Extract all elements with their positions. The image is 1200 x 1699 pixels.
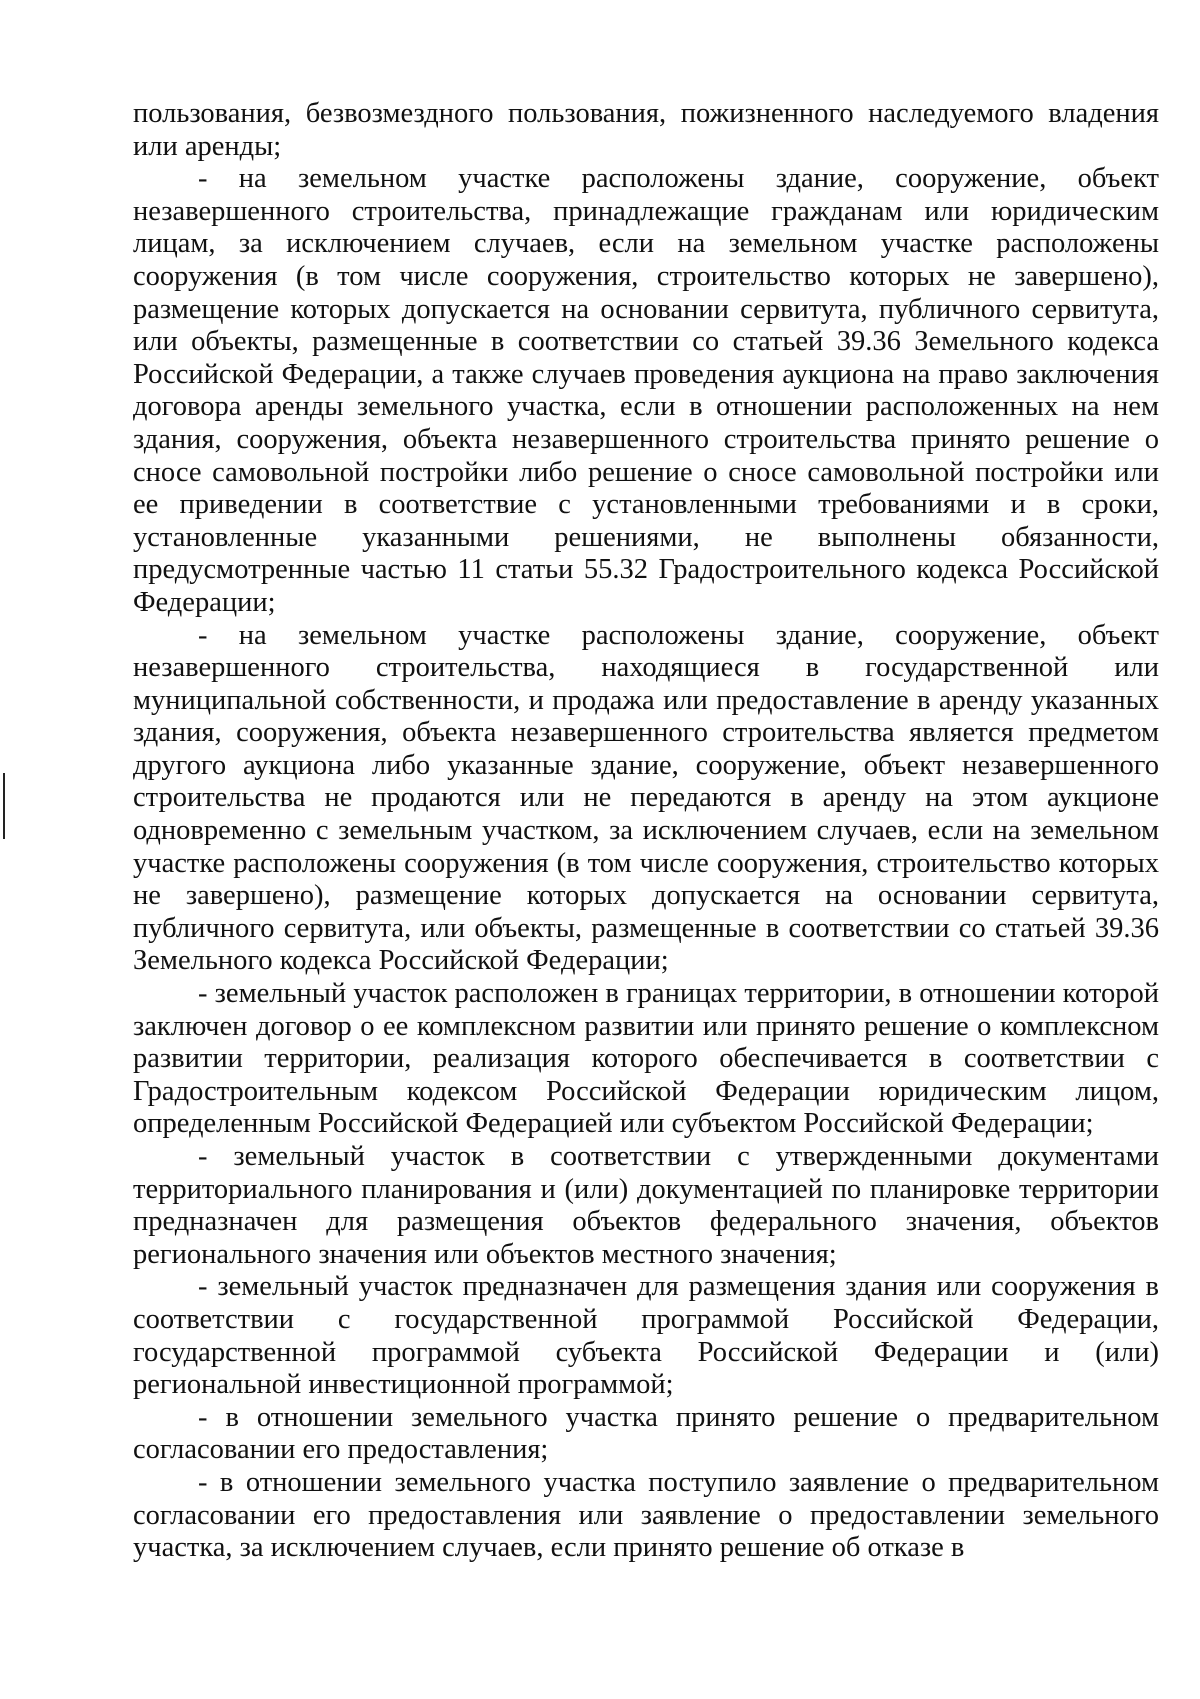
scan-edge-mark: [3, 773, 5, 839]
paragraph-planning-documents: - земельный участок в соответствии с утвержденными документами территориального планирования и (или) документацией по планировке территории предназначен для размещения объектов федерального значения, объектов регионального значения или объектов местного значения;: [133, 1141, 1159, 1270]
paragraph-continuation: пользования, безвозмездного пользования, пожизненного наследуемого владения или аренды;: [133, 98, 1159, 162]
document-page: [133, 98, 1159, 1565]
paragraph-state-program: - земельный участок предназначен для размещения здания или сооружения в соответствии с государственной программой Российской Федерации, государственной программой субъекта Российской Федерации и (или) региональной инвестиционной программой;: [133, 1271, 1159, 1401]
paragraph-buildings-state: - на земельном участке расположены здание, сооружение, объект незавершенного строительства, находящиеся в государственной или муниципальной собственности, и продажа или предоставление в аренду указанных здания, сооружения, объекта незавершенного строительства является предметом другого аукциона либо указанные здание, сооружение, объект незавершенного строительства не продаются или не передаются в аренду на этом аукционе одновременно с земельным участком, за исключением случаев, если на земельном участке расположены сооружения (в том числе сооружения, строительство которых не завершено), размещение которых допускается на основании сервитута, публичного сервитута, или объекты, размещенные в соответствии со статьей 39.36 Земельного кодекса Российской Федерации;: [133, 619, 1159, 977]
paragraph-preliminary-approval: - в отношении земельного участка принято решение о предварительном согласовании его предоставления;: [133, 1401, 1159, 1466]
paragraph-complex-development: - земельный участок расположен в границах территории, в отношении которой заключен договор о ее комплексном развитии или принято решение о комплексном развитии территории, реализация которого обеспечивается в соответствии с Градостроительным кодексом Российской Федерации юридическим лицом, определенным Российской Федерацией или субъектом Российской Федерации;: [133, 978, 1159, 1140]
paragraph-application-received: - в отношении земельного участка поступило заявление о предварительном согласовании его предоставления или заявление о предоставлении земельного участка, за исключением случаев, если принято решение об отказе в: [133, 1466, 1159, 1564]
paragraph-buildings-private: - на земельном участке расположены здание, сооружение, объект незавершенного строительства, принадлежащие гражданам или юридическим лицам, за исключением случаев, если на земельном участке расположены сооружения (в том числе сооружения, строительство которых не завершено), размещение которых допускается на основании сервитута, публичного сервитута, или объекты, размещенные в соответствии со статьей 39.36 Земельного кодекса Российской Федерации, а также случаев проведения аукциона на право заключения договора аренды земельного участка, если в отношении расположенных на нем здания, сооружения, объекта незавершенного строительства принято решение о сносе самовольной постройки либо решение о сносе самовольной постройки или ее приведении в соответствие с установленными требованиями и в сроки, установленные указанными решениями, не выполнены обязанности, предусмотренные частью 11 статьи 55.32 Градостроительного кодекса Российской Федерации;: [133, 163, 1159, 618]
